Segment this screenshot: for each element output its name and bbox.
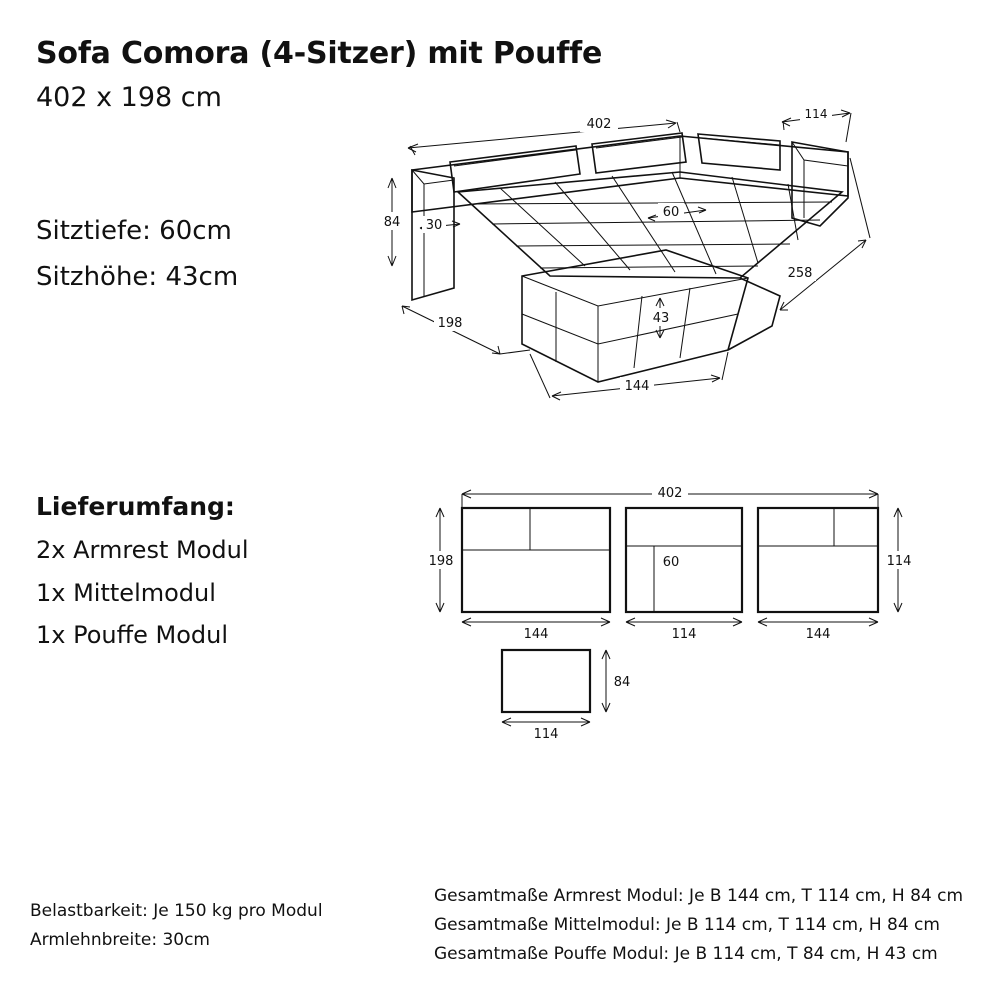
svg-text:60: 60 — [662, 205, 680, 220]
dim-plan-pouffe-114 — [502, 718, 590, 742]
right-armrest — [792, 142, 848, 226]
footer-load-capacity: Belastbarkeit: Je 150 kg pro Modul — [30, 901, 323, 921]
dim-plan-198 — [424, 508, 458, 612]
dim-144-pouffe — [530, 352, 728, 400]
scope-item-pouffe: 1x Pouffe Modul — [36, 621, 229, 649]
left-armrest — [412, 170, 454, 300]
page-title: Sofa Comora (4-Sitzer) mit Pouffe — [36, 36, 603, 71]
plan-module-armrest-left — [462, 508, 610, 612]
svg-text:84: 84 — [613, 675, 631, 690]
svg-text:144: 144 — [523, 627, 549, 642]
dim-402-top — [408, 115, 676, 152]
plan-module-pouffe — [502, 650, 590, 712]
svg-text:144: 144 — [805, 627, 831, 642]
dim-84-height — [380, 178, 406, 266]
svg-text:114: 114 — [886, 554, 912, 569]
plan-module-middle — [626, 508, 742, 612]
spec-seat-depth: Sitztiefe: 60cm — [36, 216, 232, 246]
perspective-drawing — [380, 100, 900, 430]
dim-plan-pouffe-84 — [602, 650, 630, 712]
svg-text:43: 43 — [652, 311, 670, 326]
page-subtitle: 402 x 198 cm — [36, 82, 222, 113]
svg-text:198: 198 — [437, 316, 463, 331]
svg-text:114: 114 — [671, 627, 697, 642]
svg-text:30: 30 — [425, 218, 443, 233]
footer-armrest-width: Armlehnbreite: 30cm — [30, 930, 210, 950]
svg-text:114: 114 — [533, 727, 559, 742]
top-view-drawing — [400, 470, 940, 760]
dim-plan-114-middle — [626, 618, 742, 642]
dim-114-top — [782, 106, 850, 126]
dim-60-seatdepth — [648, 203, 706, 221]
svg-text:114: 114 — [804, 107, 828, 121]
svg-text:258: 258 — [787, 266, 813, 281]
dim-plan-114-depth — [882, 508, 916, 612]
dim-198-depth — [402, 306, 530, 354]
dim-258-back — [780, 158, 870, 310]
plan-module-armrest-right — [758, 508, 878, 612]
scope-item-middle: 1x Mittelmodul — [36, 579, 216, 607]
footer-dims-middle: Gesamtmaße Mittelmodul: Je B 114 cm, T 114 cm, H 84 cm — [434, 915, 940, 935]
footer-dims-pouffe: Gesamtmaße Pouffe Modul: Je B 114 cm, T 84 cm, H 43 cm — [434, 944, 938, 964]
dim-plan-144-right — [758, 618, 878, 642]
svg-text:144: 144 — [624, 379, 650, 394]
svg-text:60: 60 — [662, 555, 680, 570]
seat-surface — [458, 172, 842, 278]
svg-text:402: 402 — [586, 117, 612, 132]
svg-text:402: 402 — [657, 486, 683, 501]
svg-text:84: 84 — [383, 215, 401, 230]
dim-plan-144-left — [462, 618, 610, 642]
footer-dims-armrest: Gesamtmaße Armrest Modul: Je B 144 cm, T 114 cm, H 84 cm — [434, 886, 964, 906]
sofa-backrest — [412, 136, 848, 212]
scope-heading: Lieferumfang: — [36, 492, 235, 521]
scope-item-armrest: 2x Armrest Modul — [36, 536, 249, 564]
dim-plan-402 — [462, 483, 878, 508]
svg-text:198: 198 — [428, 554, 454, 569]
spec-seat-height: Sitzhöhe: 43cm — [36, 262, 239, 292]
